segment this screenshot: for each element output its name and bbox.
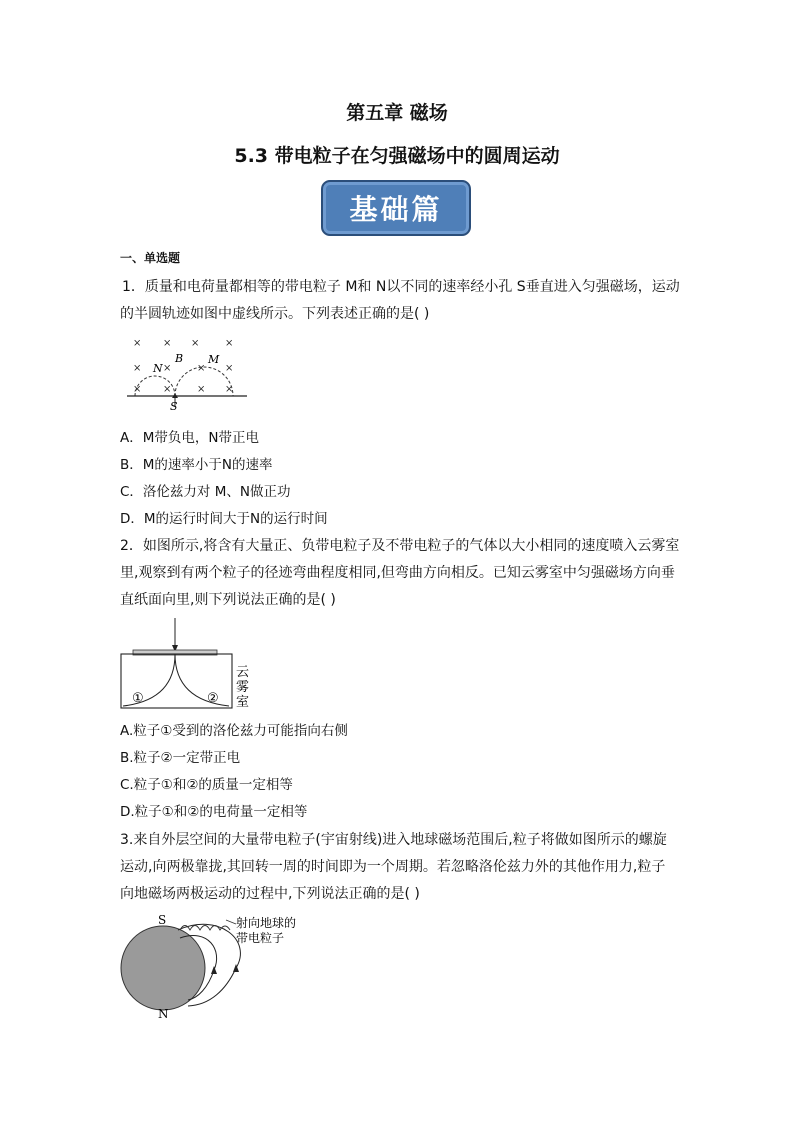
caption-pointer — [226, 920, 236, 924]
q2-option-a: A.粒子①受到的洛伦兹力可能指向右侧 — [120, 723, 348, 739]
q1-option-a: A．M带负电，N带正电 — [120, 430, 259, 446]
cross-mark: × — [163, 363, 172, 374]
track-1 — [123, 654, 175, 706]
q2-line-3: 直纸面向里,则下列说法正确的是( ) — [120, 592, 336, 608]
label-track-2: ② — [207, 691, 219, 706]
q2-line-2: 里,观察到有两个粒子的径迹弯曲程度相同,但弯曲方向相反。已知云雾室中匀强磁场方向垂 — [120, 565, 675, 581]
q3-line-1: 3.来自外层空间的大量带电粒子(宇宙射线)进入地球磁场范围后,粒子将做如图所示的螺旋 — [120, 832, 667, 848]
q2-option-c: C.粒子①和②的质量一定相等 — [120, 777, 293, 793]
q2-option-d: D.粒子①和②的电荷量一定相等 — [120, 804, 308, 820]
q2-option-b: B.粒子②一定带正电 — [120, 750, 241, 766]
label-N: N — [153, 362, 163, 375]
cross-mark: × — [191, 338, 200, 349]
label-N: N — [158, 1007, 169, 1021]
q3-line-2: 运动,向两极靠拢,其回转一周的时间即为一个周期。若忽略洛伦兹力外的其他作用力,粒子 — [120, 859, 666, 875]
lesson-title: 5.3 带电粒子在匀强磁场中的圆周运动 — [234, 145, 560, 167]
cross-mark: × — [197, 363, 206, 374]
cross-mark: × — [133, 384, 142, 395]
field-arrow — [233, 964, 239, 972]
q2-line-1: 2．如图所示,将含有大量正、负带电粒子及不带电粒子的气体以大小相同的速度喷入云雾室 — [120, 538, 680, 554]
q1-magnetic-field-figure — [125, 332, 255, 412]
q1-option-b: B．M的速率小于N的速率 — [120, 457, 273, 473]
cross-mark: × — [163, 338, 172, 349]
caption-line-1: 射向地球的 — [236, 916, 297, 930]
cross-mark: × — [197, 384, 206, 395]
label-B: B — [175, 352, 184, 365]
track-2 — [175, 654, 229, 706]
field-crosses — [133, 338, 233, 395]
cross-mark: × — [163, 384, 172, 395]
cross-mark: × — [133, 338, 142, 349]
q1-line-2: 的半圆轨迹如图中虚线所示。下列表述正确的是( ) — [120, 306, 430, 322]
earth — [121, 926, 205, 1010]
svg-text:云: 云 — [236, 665, 250, 680]
label-track-1: ① — [132, 691, 144, 706]
q3-line-3: 向地磁场两极运动的过程中,下列说法正确的是( ) — [120, 886, 420, 902]
spiral-path — [180, 926, 230, 931]
q1-line-1: 1．质量和电荷量都相等的带电粒子 M和 N以不同的速率经小孔 S垂直进入匀强磁场，运动 — [122, 279, 680, 295]
q2-cloud-chamber-figure — [118, 616, 253, 712]
level-badge-label: 基础篇 — [349, 193, 443, 226]
field-arrow — [211, 966, 217, 974]
chamber-label — [236, 665, 249, 710]
cross-mark: × — [225, 363, 234, 374]
level-badge — [321, 180, 471, 236]
cross-mark: × — [225, 384, 234, 395]
q3-earth-field-figure — [118, 910, 308, 1022]
caption-line-2: 带电粒子 — [236, 931, 285, 945]
svg-text:室: 室 — [236, 695, 250, 710]
cross-mark: × — [133, 363, 142, 374]
cross-mark: × — [225, 338, 234, 349]
svg-text:雾: 雾 — [236, 680, 250, 695]
q1-option-c: C．洛伦兹力对 M、N做正功 — [120, 484, 291, 500]
chapter-title: 第五章 磁场 — [346, 102, 448, 124]
q1-option-d: D．M的运行时间大于N的运行时间 — [120, 511, 328, 527]
section-title: 一、单选题 — [120, 251, 181, 265]
label-S: S — [158, 913, 167, 927]
label-M: M — [208, 353, 220, 366]
label-S: S — [170, 400, 178, 412]
